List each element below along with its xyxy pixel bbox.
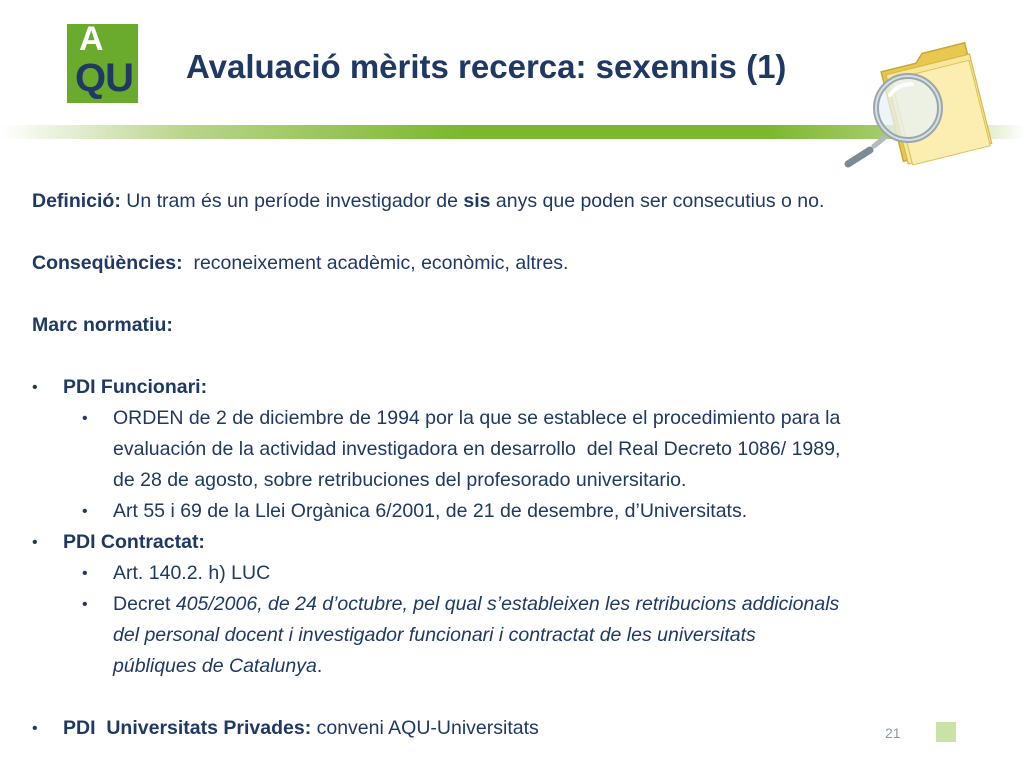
decret-period: . [316,655,323,677]
bullet-icon: • [32,534,38,551]
sublist-item-decret [32,589,1002,620]
orden-line-2: evaluación de la actividad investigadora en desarrollo del Real Decreto 1086/ 1989, [113,438,841,460]
sublist-item-orden-cont [32,434,1002,465]
slide-body [32,186,1002,744]
definition-text-end: anys que poden ser consecutius o no. [490,190,825,212]
llei-text: Art 55 i 69 de la Llei Orgànica 6/2001, de 21 de desembre, d’Universitats. [113,500,748,522]
definition-bold-word: sis [463,190,491,212]
bullet-icon: • [32,720,38,737]
footer-square [936,722,956,742]
orden-line-1: ORDEN de 2 de diciembre de 1994 por la que se establece el procedimiento para la [113,407,841,429]
privades-text: conveni AQU-Universitats [311,717,539,739]
list-item-contractat [32,527,1002,558]
decret-line-1: 405/2006, de 24 d’octubre, pel qual s’estableixen les retribucions addicionals [175,593,840,615]
bullet-icon: • [82,503,88,520]
consequences-line [32,248,1002,279]
slide-title: Avaluació mèrits recerca: sexennis (1) [186,48,787,85]
sublist-item-luc [32,558,1002,589]
sublist-item-decret-cont [32,651,1002,682]
sublist-item-orden-cont [32,465,1002,496]
definition-label: Definició: [32,190,121,212]
decret-line-2: del personal docent i investigador funcionari i contractat de les universitats [113,624,756,646]
decret-line-3: públiques de Catalunya [113,655,317,677]
funcionari-label: PDI Funcionari: [63,376,208,398]
consequences-label: Conseqüències: [32,252,183,274]
bullet-icon: • [82,410,88,427]
list-item-privades [32,713,1002,744]
consequences-text: reconeixement acadèmic, econòmic, altres. [182,252,569,274]
privades-label: PDI Universitats Privades: [63,717,312,739]
logo-letter-a: A [79,20,104,58]
sublist-item-decret-cont [32,620,1002,651]
sublist-item-orden [32,403,1002,434]
list-item-funcionari [32,372,1002,403]
definition-text-start: Un tram és un període investigador de [120,190,464,212]
bullet-icon: • [82,565,88,582]
luc-text: Art. 140.2. h) LUC [113,562,271,584]
definition-line [32,186,1002,217]
logo-letters-qu: QU [75,56,133,100]
decret-prefix: Decret [113,593,176,615]
sublist-item-llei [32,496,1002,527]
regulatory-framework-label: Marc normatiu: [32,314,173,336]
bullet-icon: • [82,596,88,613]
orden-line-3: de 28 de agosto, sobre retribuciones del profesorado universitario. [113,469,687,491]
folder-magnifier-icon [840,40,1000,170]
contractat-label: PDI Contractat: [63,531,205,553]
aqu-logo [67,20,138,103]
page-number: 21 [885,725,901,741]
bullet-icon: • [32,379,38,396]
